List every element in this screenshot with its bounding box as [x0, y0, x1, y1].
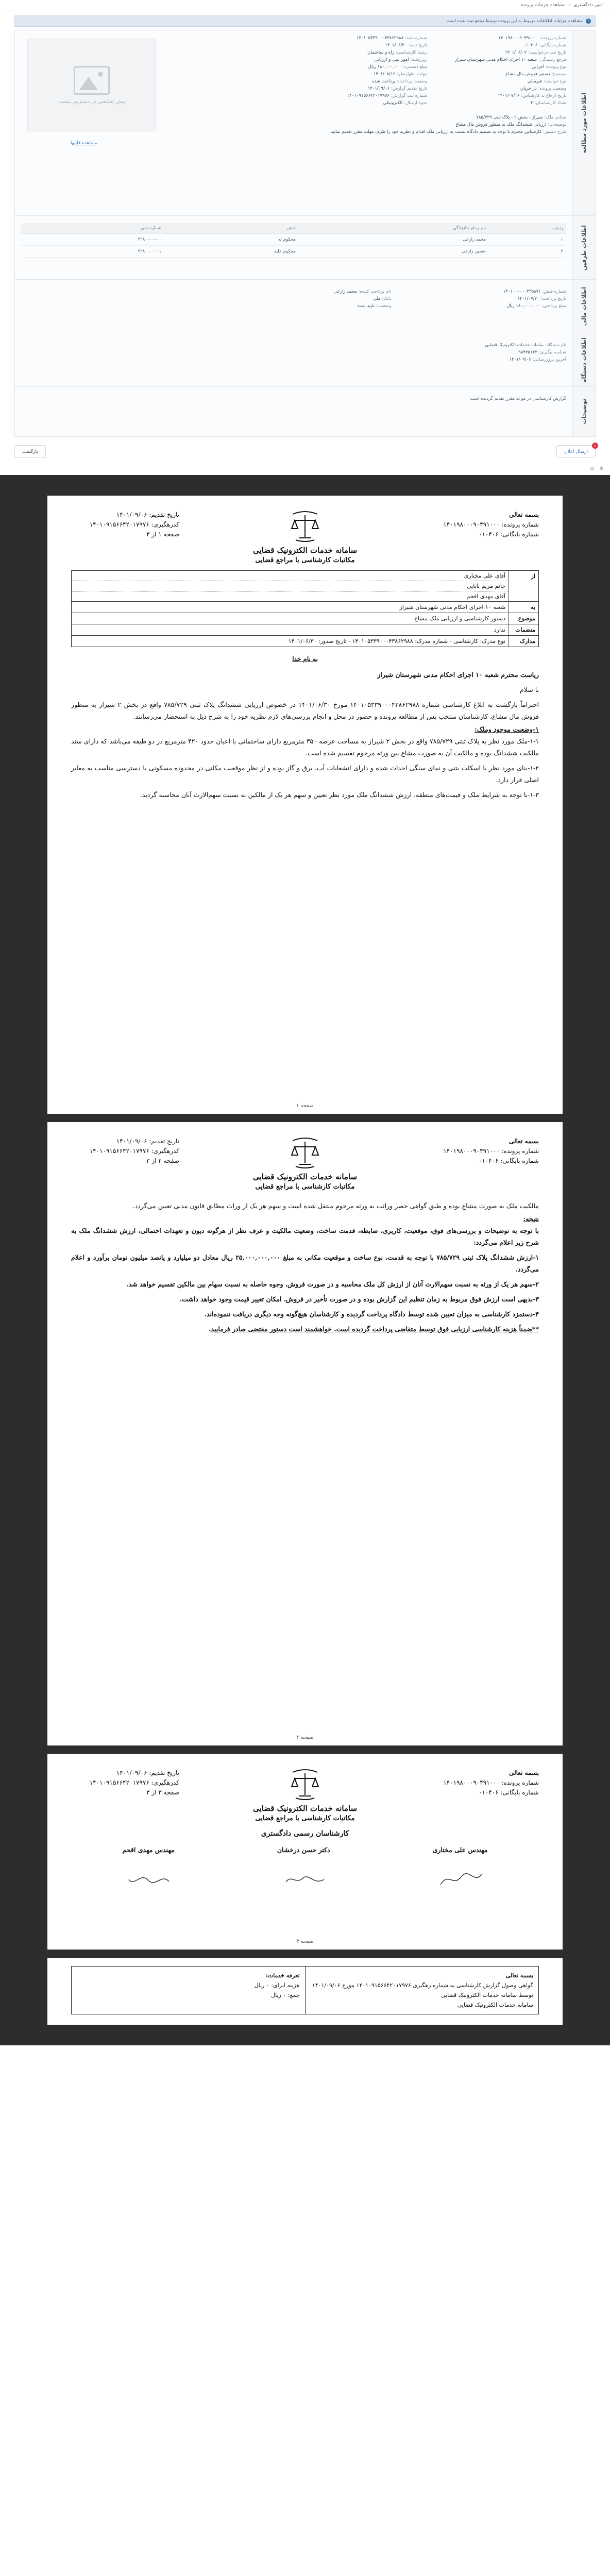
field-label: نحوه ارسال:: [404, 100, 427, 106]
field-row: [298, 121, 566, 128]
info-box-row: [72, 602, 538, 613]
field-row: [298, 99, 427, 107]
case-info-body: [15, 30, 572, 215]
org-subtitle: مکاتبات کارشناسی با مراجع قضایی: [255, 1183, 355, 1191]
field-label: تعداد کارشناسان:: [534, 100, 566, 106]
page-2-footer: صفحه ۲: [296, 1735, 314, 1740]
breadcrumb: [0, 0, 610, 10]
field-label: شرح دستور:: [543, 129, 566, 134]
field-label: موضوع:: [551, 72, 566, 77]
document-viewer: [0, 475, 610, 2045]
table-header-cell: شماره ملی: [21, 223, 164, 234]
page-1-footer: صفحه ۱: [296, 1103, 314, 1109]
info-box-value: دستور کارشناسی و ارزیابی ملک مشاع: [414, 615, 505, 622]
field-label: شماره پرونده:: [539, 36, 566, 41]
field-label: شماره ثبت گزارش:: [391, 93, 427, 98]
table-cell: ۲: [489, 246, 566, 258]
field-row: [298, 78, 427, 85]
header-right-line1: بسمه تعالی: [509, 511, 539, 518]
field-value: ملی: [372, 296, 381, 301]
zoom-out-icon[interactable]: ⊖: [590, 465, 595, 471]
header-left-line1: تاریخ تقدیم: ۱۴۰۱/۰۹/۰۶: [116, 511, 179, 518]
p2-header-right-line1: بسمه تعالی: [509, 1138, 539, 1145]
field-value: ۱۴۰۱/۰۸/۱۶: [373, 72, 396, 77]
field-value: کارشناس محترم با توجه به تصمیم دادگاه نسبت به ارزیابی ملک اقدام و نظریه خود را ظرف مهلت مقرر تقدیم نمایید: [330, 129, 542, 134]
send-notification-button[interactable]: [556, 445, 596, 458]
parties-title: اطلاعات طرفین: [581, 225, 587, 270]
p3-header-left-line2: کدرهگیری: ۱۴۰۱۰۹۱۵۶۶۴۲۰۱۷۹۷۶: [89, 1779, 179, 1786]
org-subtitle: مکاتبات کارشناسی با مراجع قضایی: [255, 1815, 355, 1822]
notes-section: [15, 387, 595, 436]
report-info-box: [71, 570, 539, 647]
page-3-header-left: [71, 1768, 179, 1798]
field-value: پرداخت شده: [371, 79, 396, 84]
status-section: [15, 333, 595, 387]
field-label: تاریخ تقدیم گزارش:: [391, 86, 427, 91]
field-label: تاریخ ارجاع به کارشناس:: [521, 93, 566, 98]
justice-scale-emblem-icon: [289, 1768, 321, 1800]
report-paragraph-11: **ضمناً هزینه کارشناسی ارزیابی فوق توسط متقاضی پرداخت گردیده است. خواهشمند است دستور مقتضی صادر فرمایید.: [209, 1325, 539, 1333]
table-header-cell: نقش: [164, 223, 299, 234]
info-box-subrow: [72, 571, 509, 581]
notes-body: [15, 387, 572, 436]
field-value: محمد زارعی: [333, 289, 357, 294]
field-label: مبلغ پرداختی:: [541, 303, 566, 309]
notes-title-cell: [572, 387, 595, 436]
field-row: [298, 63, 427, 71]
signature-1-icon: [438, 1869, 484, 1890]
receipt-left-line1: تعرفه خدمات:: [265, 1972, 300, 1979]
info-icon: i: [586, 19, 591, 24]
report-paragraph-8: ۲-سهم هر یک از ورثه به نسبت سهم‌الارث آنان از ارزش کل ملک محاسبه و در صورت فروش، وجوه حاصله به نسبت سهام بین مالکین تقسیم خواهد شد.: [126, 1280, 539, 1288]
field-row: [298, 71, 427, 78]
report-paragraph-5: مالکیت ملک به صورت مشاع بوده و طبق گواهی حصر وراثت به ورثه مرحوم منتقل شده است و سهم هر یک از وراث مطابق قانون مدنی تعیین می‌گردد.: [132, 1202, 539, 1210]
report-page-2: [47, 1122, 563, 1745]
table-cell: محکوم علیه: [164, 246, 299, 258]
breadcrumb-root[interactable]: امور دادگستری: [573, 2, 603, 8]
field-label: مرجع رسیدگی:: [538, 57, 566, 62]
info-box-label: موضوع: [509, 613, 538, 624]
page-3-header: [71, 1768, 539, 1822]
notification-count-badge: ۱: [592, 443, 598, 449]
field-row: [298, 114, 566, 121]
field-label: وضعیت پرونده:: [538, 86, 566, 91]
field-label: نشانی ملک:: [544, 115, 566, 120]
page-1-header-right: [431, 510, 539, 539]
image-placeholder-icon: [74, 66, 110, 95]
field-value: ۱۸۰,۰۰۰,۰۰۰ ریال: [506, 303, 540, 309]
report-addressee: ریاست محترم شعبه ۱۰ اجرای احکام مدنی شهرستان شیراز: [377, 671, 539, 679]
report-receipt: [47, 1958, 563, 2025]
header-right-line2: شماره پرونده: ۱۴۰۱۹۸۰۰۰۹۰۴۹۱۰۰۰: [443, 521, 539, 528]
action-bar: [14, 441, 596, 462]
field-row: [437, 49, 566, 56]
table-row: [21, 234, 566, 246]
parties-title-cell: [572, 216, 595, 279]
experts-title: کارشناسان رسمی دادگستری: [261, 1829, 349, 1838]
table-row: [21, 246, 566, 258]
page-2-header: [71, 1137, 539, 1191]
case-info-fields: [298, 35, 566, 135]
case-info-title-cell: [572, 30, 595, 215]
page-3-header-right: [431, 1768, 539, 1798]
parties-section: [15, 216, 595, 280]
file-preview-caption: پیش نمایشی در دسترس نیست: [58, 98, 126, 105]
field-value: ۱۴۰۱/۰۷/۲۰: [517, 296, 539, 301]
report-paragraph-2: ۱-۱-ملک مورد نظر به پلاک ثبتی ۷۸۵/۷۲۹ واقع در بخش ۲ شیراز به مساحت عرصه ۳۵۰ مترمربع دارای ساختمانی با اعیان حدود ۴۲۰ مترمربع در دو طبقه می‌باشد که دارای سند مالکیت ششدانگ بوده و مالکیت آن به صورت مشاع بین ورثه مرحوم تقسیم شده است.: [71, 737, 539, 757]
field-label: رشته کارشناسی:: [395, 50, 427, 55]
financial-body: [15, 280, 572, 333]
signatures: [71, 1864, 539, 1895]
report-paragraph-10: ۴-دستمزد کارشناسی به میزان تعیین شده توسط دادگاه پرداخت گردیده و کارشناسان هیچ‌گونه وجه دیگری دریافت ننموده‌اند.: [204, 1310, 539, 1318]
report-page-1: [47, 496, 563, 1114]
field-value: ۱۴۰۱۰۵۳۳۹۰۰۰۴۳۸۶۲۹۸۸: [356, 36, 404, 41]
info-box-value: [72, 571, 509, 601]
info-box-label: به: [509, 602, 538, 613]
field-row: [298, 92, 427, 99]
page-3-footer: صفحه ۳: [296, 1939, 314, 1944]
report-paragraph-4: ۱-۳-با توجه به شرایط ملک و قیمت‌های منطقه، ارزش ششدانگ ملک مورد نظر تعیین و سهم هر یک از مالکین به نسبت سهم‌الارث آنان محاسبه گردید.: [140, 791, 539, 799]
field-value: ۰۱۰۴۰۶: [523, 43, 538, 48]
field-row: [298, 128, 566, 135]
page-3-emblem-block: [179, 1768, 431, 1822]
field-label: نام پرداخت کننده:: [358, 289, 391, 294]
receipt-left: [72, 1967, 306, 2014]
expert-name-1: مهندس علی مختاری: [432, 1846, 488, 1854]
p2-header-left-line1: تاریخ تقدیم: ۱۴۰۱/۰۹/۰۶: [116, 1138, 179, 1145]
p2-header-right-line3: شماره بایگانی: ۰۱۰۴۰۶: [478, 1157, 539, 1164]
info-box-label: منضمات: [509, 624, 538, 635]
info-box-row: [72, 571, 538, 602]
report-paragraph-6: با توجه به توضیحات و بررسی‌های فوق، موقعیت، کاربری، ضابطه، قدمت ساخت، وضعیت مالکیت و عرف نظر از هرگونه دیون و تعهدات احتمالی، ارزش ششدانگ ملک به شرح زیر اعلام می‌گردد:: [71, 1227, 539, 1246]
info-box-value: ندارد: [494, 626, 505, 633]
receipt-right: [306, 1967, 539, 2014]
p3-header-right-line1: بسمه تعالی: [509, 1769, 539, 1776]
page-2-header-left: [71, 1137, 179, 1166]
field-row: [401, 288, 566, 295]
signature-2-icon: [282, 1869, 328, 1890]
field-row: [437, 71, 566, 78]
report-paragraph-9: ۳-بدیهی است ارزش فوق مربوط به زمان تنظیم این گزارش بوده و در صورت تأخیر در فروش، امکان تغییر قیمت وجود خواهد داشت.: [179, 1295, 539, 1303]
field-label: شماره بایگانی:: [539, 43, 566, 48]
notes-text: گزارش کارشناسی در موعد مقرر تقدیم گردیده است: [470, 396, 566, 401]
field-label: زیررشته:: [410, 57, 427, 62]
field-label: شماره فیش:: [542, 289, 566, 294]
zoom-in-icon[interactable]: ⊕: [599, 465, 604, 471]
field-label: مبلغ دستمزد:: [403, 64, 427, 70]
field-value: ۱۴۰۱۰۹۱۵۶۶۴۲۰۱۷۹۷۶: [347, 93, 389, 98]
field-row: [298, 42, 427, 49]
viewer-toolbar: [0, 462, 610, 475]
field-value: ۱۴۰۱۹۸۰۰۰۹۰۴۹۱۰۰۰: [498, 36, 538, 41]
status-body: [15, 333, 572, 386]
field-value: دستور فروش مال مشاع: [505, 72, 550, 77]
org-name: سامانه خدمات الکترونیک قضایی: [252, 1172, 358, 1181]
field-row: [437, 99, 566, 107]
field-value: شیراز - بخش ۲ - پلاک ثبتی ۷۸۵/۷۲۹: [476, 115, 543, 120]
field-row: [437, 63, 566, 71]
page-1-emblem-block: [179, 510, 431, 564]
field-row: [298, 49, 427, 56]
field-value: ۱۴۰۱/۰۶/۰۲: [504, 50, 527, 55]
field-value: الکترونیکی: [383, 100, 403, 106]
case-info-section: [15, 30, 595, 216]
justice-scale-emblem-icon: [289, 510, 321, 542]
signature-3-icon: [126, 1869, 172, 1890]
field-row: [437, 78, 566, 85]
field-row: [21, 342, 566, 349]
report-paragraph-1: احتراماً بازگشت به ابلاغ کارشناسی شماره ۱۴۰۱۰۵۳۳۹۰۰۰۴۳۸۶۲۹۸۸ مورخ ۱۴۰۱/۰۶/۳۰ در خصوص ارزیابی ششدانگ پلاک ثبتی ۷۸۵/۷۲۹ واقع در بخش ۲ شیراز به منظور فروش مال مشاع، کارشناسان منتخب پس از مطالعه پرونده و حضور در محل و انجام بررسی‌های لازم نظریه خود را به شرح ذیل به استحضار می‌رسانند.: [71, 701, 539, 720]
financial-section: [15, 280, 595, 333]
info-alert-text: مشاهده جزئیات اطلاعات مربوط به این پرونده توسط ذینفع ثبت شده است: [446, 19, 583, 24]
field-row: [401, 295, 566, 302]
page-2-header-right: [431, 1137, 539, 1166]
table-cell: محکوم له: [164, 234, 299, 246]
info-box-label: مدارک: [509, 636, 538, 647]
field-label: نام دستگاه:: [545, 343, 566, 348]
expert-name-3: مهندس مهدی اقحم: [122, 1846, 175, 1854]
receipt-box: [71, 1966, 539, 2014]
info-box-value: شعبه ۱۰ اجرای احکام مدنی شهرستان شیراز: [399, 604, 505, 611]
p3-header-left-line1: تاریخ تقدیم: ۱۴۰۱/۰۹/۰۶: [116, 1769, 179, 1776]
info-box-subrow: [72, 581, 509, 591]
report-heading-1: ۱-وضعیت موجود وملک:: [475, 725, 539, 733]
breadcrumb-current: مشاهده جزئیات پرونده: [521, 2, 566, 8]
p2-header-right-line2: شماره پرونده: ۱۴۰۱۹۸۰۰۰۹۰۴۹۱۰۰۰: [443, 1147, 539, 1155]
page-1-header-left: [71, 510, 179, 539]
p3-header-right-line3: شماره بایگانی: ۰۱۰۴۰۶: [478, 1789, 539, 1796]
field-label: نوع خواسته:: [544, 79, 566, 84]
table-header-cell: ردیف: [489, 223, 566, 234]
report-greeting: با سلام: [520, 686, 539, 693]
parties-table: [21, 223, 566, 258]
field-row: [21, 356, 566, 363]
field-value: ۱۴۰۱/۰۹/۰۶: [367, 86, 390, 91]
field-value: ۳: [530, 100, 533, 106]
case-details-panel: [14, 30, 596, 437]
field-row: [437, 56, 566, 63]
info-box-row: [72, 624, 538, 636]
table-header-cell: نام و نام خانوادگی: [299, 223, 489, 234]
field-value: ارزیابی ششدانگ ملک به منظور فروش مال مشاع: [455, 122, 547, 127]
field-row: [298, 85, 427, 92]
field-value: شعبه ۱۰ اجرای احکام مدنی شهرستان شیراز: [455, 57, 537, 62]
field-row: [226, 295, 391, 302]
info-box-subvalue: آقای علی مختاری: [464, 572, 505, 579]
report-paragraph-7: ۱-ارزش ششدانگ پلاک ثبتی ۷۸۵/۷۲۹ با توجه به قدمت، نوع ساخت و موقعیت مکانی به مبلغ ۲۵,۰۰۰,۰۰۰,۰۰۰ ریال معادل دو میلیارد و پانصد میلیون تومان برآورد و اعلام می‌گردد.: [71, 1253, 539, 1273]
p2-header-left-line3: صفحه ۲ از ۳: [146, 1157, 179, 1164]
info-box-value: نوع مدرک: کارشناسی - شماره مدرک: ۱۴۰۱۰۵۳۳۹۰۰۰۴۳۸۶۲۹۸۸ - تاریخ صدور: ۱۴۰۱/۰۶/۳۰: [288, 638, 505, 645]
header-right-line3: شماره بایگانی: ۰۱۰۴۰۶: [478, 531, 539, 538]
report-basmala: به نام خدا: [292, 655, 318, 663]
info-box-subvalue: آقای مهدی اقحم: [466, 593, 505, 600]
field-label: شناسه پیگیری:: [538, 350, 566, 355]
info-box-subrow: [72, 591, 509, 601]
financial-title: اطلاعات مالی: [581, 286, 587, 326]
breadcrumb-separator-icon: ‹: [568, 2, 571, 8]
notes-title: توضیحات: [581, 399, 587, 425]
status-title-cell: [572, 333, 595, 386]
p2-header-left-line2: کدرهگیری: ۱۴۰۱۰۹۱۵۶۶۴۲۰۱۷۹۷۶: [89, 1147, 179, 1155]
experts-names: [71, 1846, 539, 1854]
send-notification-label: ارسال اعلان: [564, 448, 588, 454]
field-row: [226, 288, 391, 295]
org-name: سامانه خدمات الکترونیک قضایی: [252, 1804, 358, 1813]
field-row: [437, 42, 566, 49]
p3-header-right-line2: شماره پرونده: ۱۴۰۱۹۸۰۰۰۹۰۴۹۱۰۰۰: [443, 1779, 539, 1786]
field-value: ۱۴۰۱۰۰۰۰۰۰۳۳۵۸۷۱: [503, 289, 541, 294]
field-value: غیرمالی: [527, 79, 543, 84]
field-value: ۱۴۰۱/۰۹/۰۶: [509, 357, 531, 362]
expert-name-2: دکتر حسن درخشان: [277, 1846, 330, 1854]
field-row: [437, 35, 566, 42]
field-label: آخرین بروزرسانی:: [532, 357, 566, 362]
info-box-label: از: [509, 571, 538, 601]
case-info-title: اطلاعات مورد مطالعه: [581, 92, 587, 154]
table-cell: محمد زارعی: [299, 234, 489, 246]
file-preview-placeholder: [27, 39, 156, 131]
field-value: ۱۴۰۱/۰۶/۳۰: [385, 43, 407, 48]
table-cell: حسین زارعی: [299, 246, 489, 258]
org-subtitle: مکاتبات کارشناسی با مراجع قضایی: [255, 556, 355, 564]
field-label: وضعیت پرداخت:: [397, 79, 427, 84]
field-row: [298, 56, 427, 63]
table-cell: ۲۲۸۰۰۰۰۰۰۱: [21, 246, 164, 258]
info-box-subvalue: خانم مریم بابایی: [467, 583, 505, 589]
field-label: توضیحات:: [548, 122, 566, 127]
header-left-line2: کدرهگیری: ۱۴۰۱۰۹۱۵۶۶۴۲۰۱۷۹۷۶: [89, 521, 179, 528]
report-page-3: [47, 1754, 563, 1950]
field-row: [401, 302, 566, 310]
receipt-right-line3: سامانه خدمات الکترونیک قضایی: [457, 2002, 533, 2008]
field-label: نوع پرونده:: [546, 64, 566, 70]
back-button[interactable]: بازگشت: [14, 445, 46, 458]
report-heading-2: نتیجه:: [523, 1215, 539, 1223]
field-label: شماره نامه:: [405, 36, 427, 41]
org-name: سامانه خدمات الکترونیک قضایی: [252, 546, 358, 555]
justice-scale-emblem-icon: [289, 1137, 321, 1168]
view-files-link[interactable]: مشاهده فایلها: [71, 141, 98, 146]
table-cell: ۲۲۸۰۰۰۰۰۰۰: [21, 234, 164, 246]
field-value: تایید شده: [357, 303, 375, 309]
field-value: در جریان: [520, 86, 537, 91]
field-value: سامانه خدمات الکترونیک قضایی: [485, 343, 544, 348]
field-label: تاریخ پرداخت:: [540, 296, 566, 301]
page-2-emblem-block: [179, 1137, 431, 1191]
report-paragraph-3: ۱-۲-بنای مورد نظر با اسکلت بتنی و نمای سنگی احداث شده و دارای انشعابات آب، برق و گاز بوده و از نظر موقعیت مکانی در محدوده مسکونی با دسترسی مناسب به معابر اصلی قرار دارد.: [71, 764, 539, 784]
field-value: ۹۸۴۷۵۱۲۳: [518, 350, 537, 355]
page-1-header: [71, 510, 539, 564]
field-value: اجرایی: [532, 64, 545, 70]
info-box-row: [72, 613, 538, 624]
field-value: امور ثبتی و ارزیابی: [374, 57, 409, 62]
financial-title-cell: [572, 280, 595, 333]
status-title: اطلاعات دستگاه: [581, 337, 587, 382]
field-label: تاریخ ثبت درخواست:: [528, 50, 566, 55]
info-box-row: [72, 636, 538, 647]
receipt-left-line3: جمع: ۰ ریال: [271, 1992, 300, 1998]
field-label: وضعیت:: [376, 303, 391, 309]
field-row: [21, 349, 566, 356]
info-alert: [14, 15, 596, 27]
field-value: ۱۸۰,۰۰۰,۰۰۰ ریال: [368, 64, 402, 70]
field-value: راه و ساختمان: [367, 50, 394, 55]
field-row: [437, 85, 566, 92]
header-left-line3: صفحه ۱ از ۳: [146, 531, 179, 538]
receipt-right-line2: گواهی وصول گزارش کارشناسی به شماره رهگیری ۱۴۰۱۰۹۱۵۶۶۴۲۰۱۷۹۷۶ مورخ ۱۴۰۱/۰۹/۰۶ توسط سامانه خدمات الکترونیک قضایی: [312, 1982, 533, 1998]
receipt-left-line2: هزینه ابرای: ۰ ریال: [254, 1982, 300, 1989]
table-cell: ۱: [489, 234, 566, 246]
field-label: مهلت اظهارنظر:: [397, 72, 427, 77]
field-row: [298, 35, 427, 42]
field-row: [437, 92, 566, 99]
parties-body: [15, 216, 572, 279]
field-label: تاریخ نامه:: [408, 43, 427, 48]
field-value: ۱۴۰۱/۰۷/۱۶: [498, 93, 520, 98]
p3-header-left-line3: صفحه ۳ از ۳: [146, 1789, 179, 1796]
field-row: [226, 302, 391, 310]
field-label: بانک:: [382, 296, 391, 301]
receipt-right-line1: بسمه تعالی: [505, 1972, 533, 1979]
